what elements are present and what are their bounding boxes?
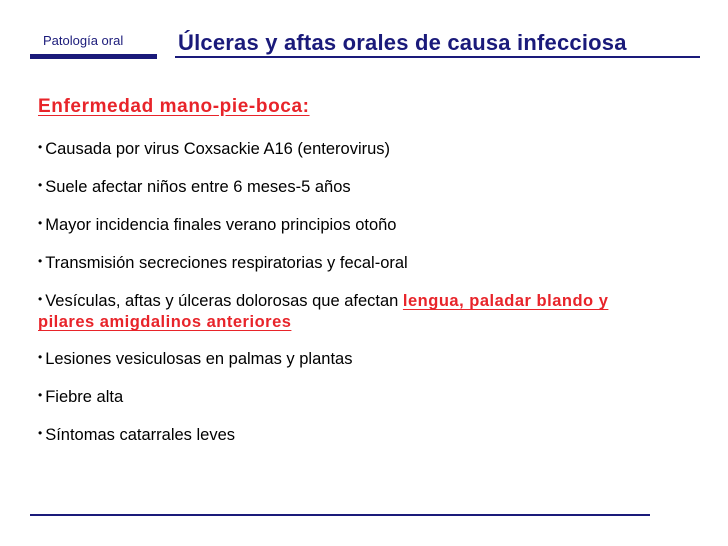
highlighted-text: lengua, paladar blando y pilares amigdalinos anteriores <box>38 292 609 331</box>
subheading: Enfermedad mano-pie-boca: <box>38 96 310 117</box>
bullet-item: • Síntomas catarrales leves <box>38 426 236 444</box>
bullet-dot-icon: • <box>38 388 43 402</box>
section-label: Patología oral <box>43 33 124 48</box>
bullet-dot-icon: • <box>38 292 43 306</box>
section-underline <box>30 54 157 59</box>
bullet-item: • Vesículas, aftas y úlceras dolorosas que afectan lengua, paladar blando y pilares amigdalinos anteriores <box>38 292 609 331</box>
bullet-list <box>38 139 658 463</box>
bullet-dot-icon: • <box>38 350 43 364</box>
bullet-item: • Fiebre alta <box>38 388 124 406</box>
title-underline <box>175 56 700 58</box>
bottom-rule <box>30 514 650 516</box>
bullet-dot-icon: • <box>38 254 43 268</box>
slide-title: Úlceras y aftas orales de causa infecciosa <box>178 30 627 55</box>
bullet-dot-icon: • <box>38 140 43 154</box>
bullet-item: • Causada por virus Coxsackie A16 (enterovirus) <box>38 140 391 158</box>
bullet-dot-icon: • <box>38 216 43 230</box>
bullet-item: • Lesiones vesiculosas en palmas y plantas <box>38 350 353 368</box>
bullet-item: • Mayor incidencia finales verano principios otoño <box>38 216 397 234</box>
bullet-dot-icon: • <box>38 178 43 192</box>
bullet-item: • Suele afectar niños entre 6 meses-5 años <box>38 178 351 196</box>
bullet-dot-icon: • <box>38 426 43 440</box>
bullet-item: • Transmisión secreciones respiratorias y fecal-oral <box>38 254 408 272</box>
